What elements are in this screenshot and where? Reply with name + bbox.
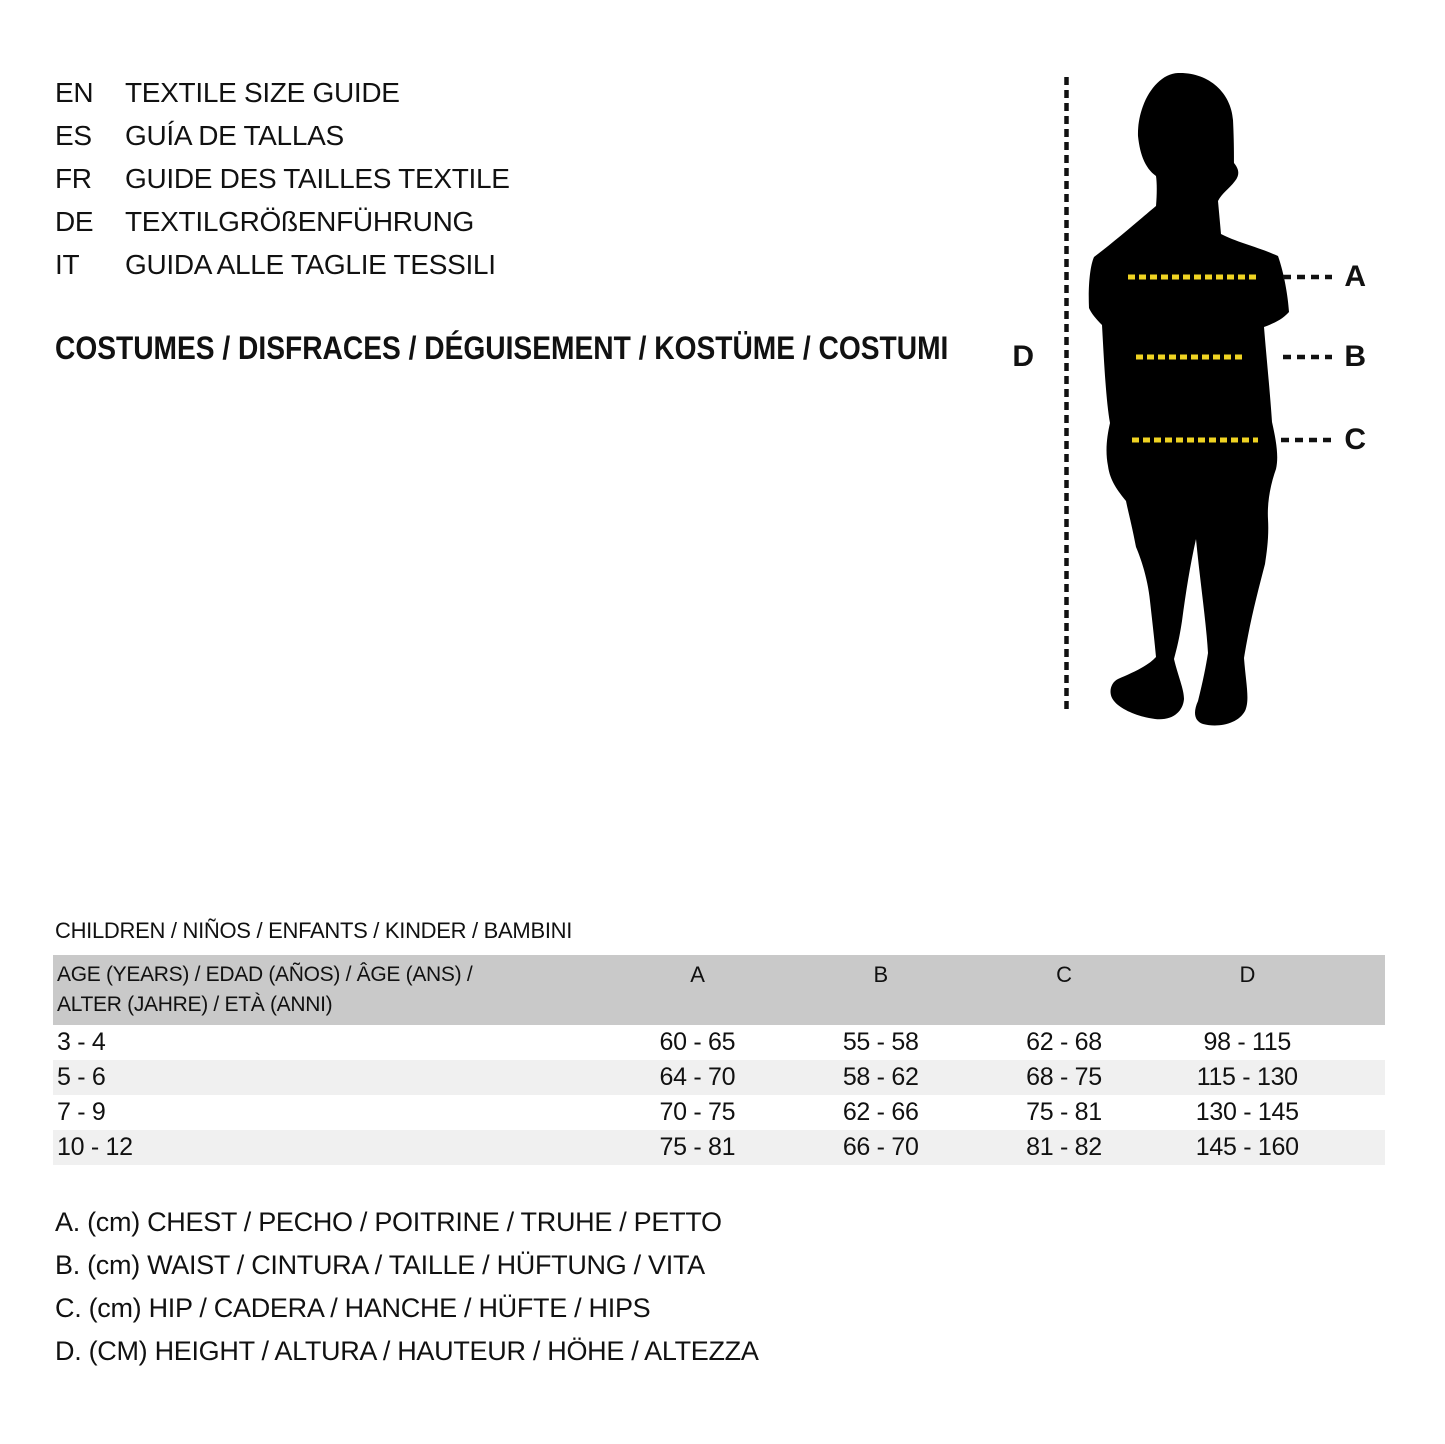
language-title: GUIDA ALLE TAGLIE TESSILI bbox=[125, 248, 496, 280]
age-cell: 3 - 4 bbox=[57, 1028, 106, 1056]
waist-value: 62 - 66 bbox=[842, 1098, 919, 1126]
language-row-en bbox=[55, 71, 510, 114]
waist-value: 58 - 62 bbox=[842, 1063, 919, 1091]
age-cell: 7 - 9 bbox=[57, 1098, 106, 1126]
language-code: ES bbox=[55, 119, 92, 151]
chest-label: A bbox=[1344, 260, 1366, 293]
table-row bbox=[53, 1095, 1385, 1130]
age-cell: 5 - 6 bbox=[57, 1063, 106, 1091]
language-title: GUIDE DES TAILLES TEXTILE bbox=[125, 162, 510, 194]
table-row bbox=[53, 1025, 1385, 1060]
language-code: IT bbox=[55, 248, 80, 280]
language-title: GUÍA DE TALLAS bbox=[125, 119, 344, 151]
table-row bbox=[53, 1060, 1385, 1095]
column-header-a: A bbox=[690, 962, 705, 987]
chest-value: 75 - 81 bbox=[659, 1133, 736, 1161]
size-table bbox=[53, 955, 1385, 1165]
hip-value: 75 - 81 bbox=[1026, 1098, 1102, 1126]
waist-value: 66 - 70 bbox=[842, 1133, 919, 1161]
table-row bbox=[53, 1130, 1385, 1165]
age-column-header bbox=[53, 955, 606, 1025]
height-label: D bbox=[1012, 340, 1034, 373]
height-value: 130 - 145 bbox=[1195, 1098, 1299, 1126]
column-header-d: D bbox=[1239, 962, 1256, 987]
legend-waist: B. (cm) WAIST / CINTURA / TAILLE / HÜFTUNG / VITA bbox=[55, 1250, 705, 1280]
language-title: TEXTILE SIZE GUIDE bbox=[125, 76, 400, 108]
measurement-legend bbox=[55, 1201, 759, 1373]
language-code: FR bbox=[55, 162, 92, 194]
language-row-de bbox=[55, 200, 510, 243]
hip-value: 81 - 82 bbox=[1026, 1133, 1102, 1161]
legend-height: D. (CM) HEIGHT / ALTURA / HAUTEUR / HÖHE / ALTEZZA bbox=[55, 1336, 759, 1366]
legend-hip: C. (cm) HIP / CADERA / HANCHE / HÜFTE / HIPS bbox=[55, 1293, 651, 1323]
legend-chest: A. (cm) CHEST / PECHO / POITRINE / TRUHE / PETTO bbox=[55, 1207, 722, 1237]
age-header-line2: ALTER (JAHRE) / ETÀ (ANNI) bbox=[57, 993, 333, 1016]
header-filler bbox=[1339, 955, 1385, 1025]
chest-value: 70 - 75 bbox=[659, 1098, 736, 1126]
hip-label: C bbox=[1344, 423, 1366, 456]
language-code: EN bbox=[55, 76, 94, 108]
language-row-it bbox=[55, 243, 510, 286]
language-code: DE bbox=[55, 205, 94, 237]
hip-value: 62 - 68 bbox=[1026, 1028, 1102, 1056]
column-header-b: B bbox=[873, 962, 888, 987]
age-cell: 10 - 12 bbox=[57, 1133, 133, 1161]
child-silhouette bbox=[1089, 73, 1289, 726]
child-silhouette-figure bbox=[1060, 60, 1350, 740]
waist-label: B bbox=[1344, 340, 1366, 373]
language-row-es bbox=[55, 114, 510, 157]
category-title: COSTUMES / DISFRACES / DÉGUISEMENT / KOSTÜME / COSTUMI bbox=[55, 330, 949, 366]
height-value: 115 - 130 bbox=[1196, 1063, 1298, 1091]
size-table-header bbox=[53, 955, 1385, 1025]
waist-value: 55 - 58 bbox=[842, 1028, 919, 1056]
height-value: 98 - 115 bbox=[1203, 1028, 1291, 1056]
children-section-title: CHILDREN / NIÑOS / ENFANTS / KINDER / BAMBINI bbox=[55, 918, 573, 943]
language-row-fr bbox=[55, 157, 510, 200]
age-header-line1: AGE (YEARS) / EDAD (AÑOS) / ÂGE (ANS) / bbox=[57, 963, 473, 986]
hip-value: 68 - 75 bbox=[1026, 1063, 1102, 1091]
height-value: 145 - 160 bbox=[1195, 1133, 1299, 1161]
language-title: TEXTILGRÖßENFÜHRUNG bbox=[125, 205, 474, 237]
chest-value: 64 - 70 bbox=[659, 1063, 736, 1091]
language-list bbox=[55, 71, 510, 286]
column-header-c: C bbox=[1056, 962, 1072, 987]
chest-value: 60 - 65 bbox=[659, 1028, 736, 1056]
